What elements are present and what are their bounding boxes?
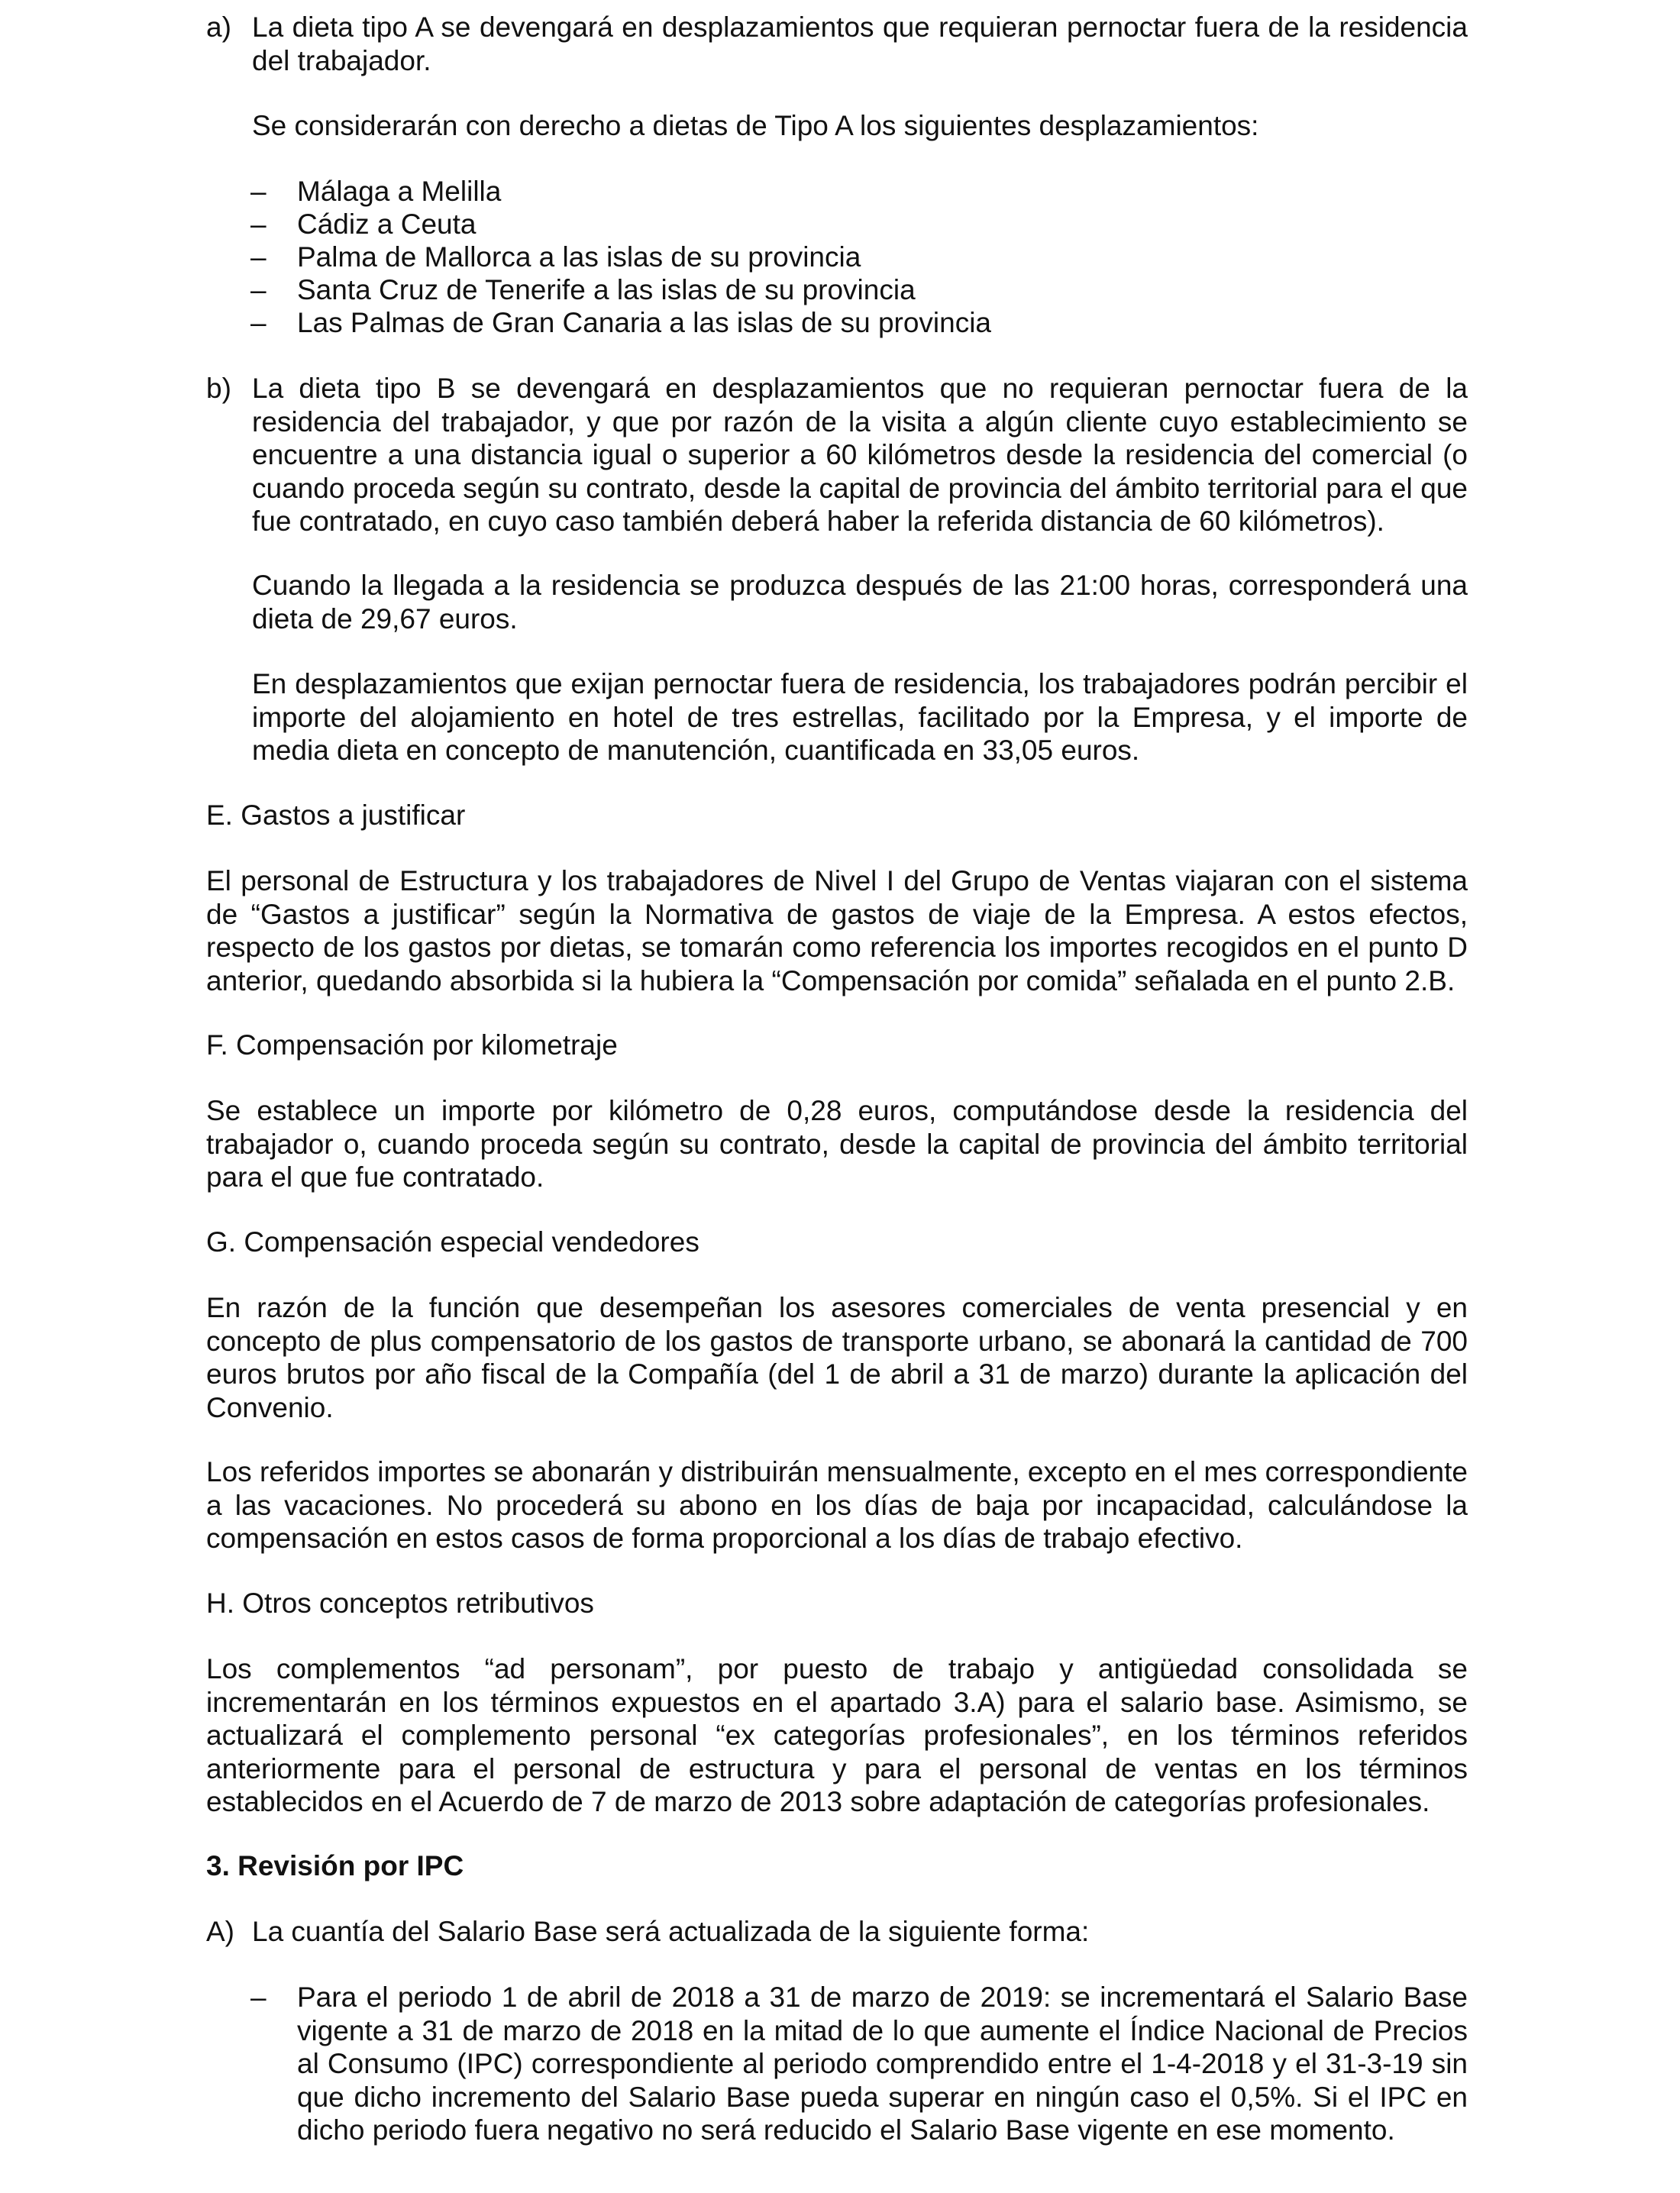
paragraph-dieta-b-late-arrival: Cuando la llegada a la residencia se produzca después de las 21:00 horas, corresponderá una dieta de 29,67 euros. (252, 570, 1468, 635)
heading-gastos-justificar: E. Gastos a justificar (206, 799, 466, 831)
heading-otros-conceptos: H. Otros conceptos retributivos (206, 1587, 594, 1619)
dash-bullet: – (250, 1981, 267, 2013)
paragraph-dieta-a-intro: Se considerarán con derecho a dietas de Tipo A los siguientes desplazamientos: (252, 110, 1259, 141)
paragraph-importes-mensuales: Los referidos importes se abonarán y distribuirán mensualmente, excepto en el mes correspondiente a las vacaciones. No procederá su abono en los días de baja por incapacidad, calculándose la compensación en estos casos de forma proporcional a los días de trabajo efectivo. (206, 1456, 1468, 1554)
paragraph-gastos-justificar: El personal de Estructura y los trabajadores de Nivel I del Grupo de Ventas viajaran con el sistema de “Gastos a justificar” según la Normativa de gastos de viaje de la Empresa. A estos efectos, respecto de los gastos por dietas, se tomarán como referencia los importes recogidos en el punto D anterior, quedando absorbida si la hubiera la “Compensación por comida” señalada en el punto 2.B. (206, 865, 1468, 996)
dash-bullet: – (250, 241, 267, 273)
heading-kilometraje: F. Compensación por kilometraje (206, 1029, 618, 1061)
dash-bullet: – (250, 274, 267, 305)
list-item: Cádiz a Ceuta (297, 208, 477, 240)
list-label-b: b) (206, 373, 231, 404)
dash-bullet: – (250, 208, 267, 240)
dash-bullet: – (250, 307, 267, 338)
paragraph-kilometraje: Se establece un importe por kilómetro de 0,28 euros, computándose desde la residencia del trabajador o, cuando proceda según su contrato, desde la capital de provincia del ámbito territorial para el que fue contratado. (206, 1095, 1468, 1193)
list-item: Santa Cruz de Tenerife a las islas de su provincia (297, 274, 916, 305)
paragraph-periodo-2018-2019: Para el periodo 1 de abril de 2018 a 31 de marzo de 2019: se incrementará el Salario Base vigente a 31 de marzo de 2018 en la mitad de lo que aumente el Índice Nacional de Precios al Consumo (IPC) correspondiente al periodo comprendido entre el 1-4-2018 y el 31-3-19 sin que dicho incremento del Salario Base pueda superar en ningún caso el 0,5%. Si el IPC en dicho periodo fuera negativo no será reducido el Salario Base vigente en ese momento. (297, 1981, 1468, 2146)
paragraph-otros-conceptos: Los complementos “ad personam”, por puesto de trabajo y antigüedad consolidada se incrementarán en los términos expuestos en el apartado 3.A) para el salario base. Asimismo, se actualizará el complemento personal “ex categorías profesionales”, en los términos referidos anteriormente para el personal de estructura y para el personal de ventas en los términos establecidos en el Acuerdo de 7 de marzo de 2013 sobre adaptación de categorías profesionales. (206, 1653, 1468, 1817)
paragraph-compensacion-vendedores: En razón de la función que desempeñan los asesores comerciales de venta presencial y en concepto de plus compensatorio de los gastos de transporte urbano, se abonará la cantidad de 700 euros brutos por año fiscal de la Compañía (del 1 de abril a 31 de marzo) durante la aplicación del Convenio. (206, 1292, 1468, 1423)
list-label-A: A) (206, 1916, 234, 1947)
list-item: Málaga a Melilla (297, 176, 502, 207)
dash-bullet: – (250, 176, 267, 207)
paragraph-dieta-a: La dieta tipo A se devengará en desplazamientos que requieran pernoctar fuera de la residencia del trabajador. (252, 11, 1468, 76)
list-label-a: a) (206, 11, 231, 43)
paragraph-dieta-b: La dieta tipo B se devengará en desplazamientos que no requieran pernoctar fuera de la residencia del trabajador, y que por razón de la visita a algún cliente cuyo establecimiento se encuentre a una distancia igual o superior a 60 kilómetros desde la residencia del comercial (o cuando proceda según su contrato, desde la capital de provincia del ámbito territorial para el que fue contratado, en cuyo caso también deberá haber la referida distancia de 60 kilómetros). (252, 373, 1468, 537)
heading-revision-ipc: 3. Revisión por IPC (206, 1850, 464, 1881)
list-item: Las Palmas de Gran Canaria a las islas de su provincia (297, 307, 992, 338)
heading-compensacion-vendedores: G. Compensación especial vendedores (206, 1226, 699, 1258)
paragraph-dieta-b-overnight: En desplazamientos que exijan pernoctar fuera de residencia, los trabajadores podrán percibir el importe del alojamiento en hotel de tres estrellas, facilitado por la Empresa, y el importe de media dieta en concepto de manutención, cuantificada en 33,05 euros. (252, 668, 1468, 766)
list-item: Palma de Mallorca a las islas de su provincia (297, 241, 861, 273)
paragraph-salario-base: La cuantía del Salario Base será actualizada de la siguiente forma: (252, 1916, 1090, 1947)
